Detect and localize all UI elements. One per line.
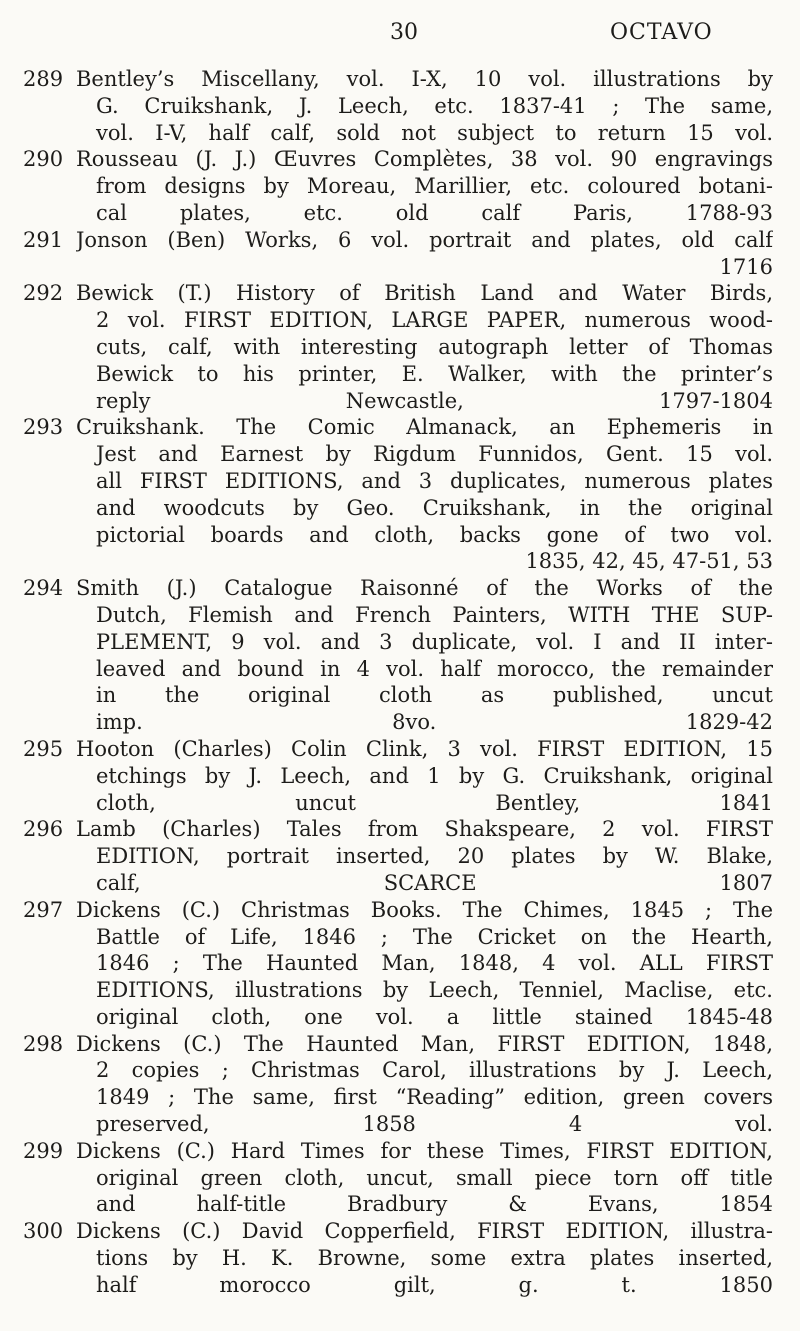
entry-line: 1846 ; The Haunted Man, 1848, 4 vol. ALL FIRST: [96, 951, 773, 976]
entry-line: calf, SCARCE 1807: [96, 870, 773, 895]
entry-line: G. Cruikshank, J. Leech, etc. 1837-41 ; The same,: [96, 93, 773, 118]
lot-number: 289: [23, 67, 64, 91]
entry-line: 1716: [719, 254, 773, 279]
entry-line: in the original cloth as published, uncut: [96, 683, 773, 708]
entry-line: Bentley’s Miscellany, vol. I-X, 10 vol. illustrations by: [76, 67, 773, 91]
lot-number: 291: [23, 227, 64, 252]
lot-number: 294: [23, 576, 64, 601]
catalogue-entries: [0, 66, 800, 1299]
entry-line: Battle of Life, 1846 ; The Cricket on the Hearth,: [96, 924, 773, 949]
entry-line: Bewick to his printer, E. Walker, with the printer’s: [96, 361, 773, 386]
catalogue-entry: [0, 1138, 800, 1218]
catalogue-entry: [0, 736, 800, 816]
catalogue-entry: [0, 1218, 800, 1298]
catalogue-entry: [0, 280, 800, 414]
entry-line: Dutch, Flemish and French Painters, WITH THE SUP-: [96, 602, 773, 627]
entry-line: EDITIONS, illustrations by Leech, Tenniel, Maclise, etc.: [96, 978, 773, 1003]
entry-line: imp. 8vo. 1829-42: [96, 710, 773, 735]
lot-number: 290: [23, 147, 64, 172]
entry-line: Cruikshank. The Comic Almanack, an Ephemeris in: [76, 415, 773, 440]
entry-line: and half-title Bradbury & Evans, 1854: [96, 1192, 773, 1217]
entry-line: PLEMENT, 9 vol. and 3 duplicate, vol. I and II inter-: [96, 629, 773, 654]
entry-line: 2 vol. FIRST EDITION, LARGE PAPER, numerous wood-: [96, 308, 773, 333]
catalogue-entry: [0, 575, 800, 736]
catalogue-entry: [0, 897, 800, 1031]
lot-number: 298: [23, 1031, 64, 1056]
entry-line: Jest and Earnest by Rigdum Funnidos, Gent. 15 vol.: [96, 442, 773, 467]
entry-line: reply Newcastle, 1797-1804: [96, 388, 773, 413]
lot-number: 295: [23, 736, 64, 761]
entry-line: 1835, 42, 45, 47-51, 53: [525, 549, 773, 574]
entry-line: EDITION, portrait inserted, 20 plates by W. Blake,: [96, 844, 773, 869]
entry-line: 1849 ; The same, first “Reading” edition, green covers: [96, 1085, 773, 1110]
entry-line: leaved and bound in 4 vol. half morocco, the remainder: [96, 656, 773, 681]
entry-line: cloth, uncut Bentley, 1841: [96, 790, 773, 815]
entry-line: Dickens (C.) Christmas Books. The Chimes, 1845 ; The: [76, 897, 773, 922]
entry-line: original green cloth, uncut, small piece torn off title: [96, 1165, 773, 1190]
entry-line: Jonson (Ben) Works, 6 vol. portrait and plates, old calf: [76, 227, 773, 252]
page-number: 30: [390, 20, 418, 45]
lot-number: 296: [23, 817, 64, 842]
lot-number: 300: [23, 1219, 64, 1244]
entry-line: Dickens (C.) The Haunted Man, FIRST EDITION, 1848,: [76, 1031, 773, 1056]
entry-line: vol. I-V, half calf, sold not subject to return 15 vol.: [96, 120, 773, 145]
entry-line: Bewick (T.) History of British Land and Water Birds,: [76, 281, 773, 306]
entry-line: from designs by Moreau, Marillier, etc. coloured botani-: [96, 174, 773, 199]
entry-line: Hooton (Charles) Colin Clink, 3 vol. FIRST EDITION, 15: [76, 736, 773, 761]
entry-line: Rousseau (J. J.) Œuvres Complètes, 38 vol. 90 engravings: [76, 147, 773, 172]
entry-line: Dickens (C.) David Copperfield, FIRST EDITION, illustra-: [76, 1219, 773, 1244]
lot-number: 299: [23, 1138, 64, 1163]
catalogue-entry: [0, 146, 800, 226]
entry-line: Dickens (C.) Hard Times for these Times, FIRST EDITION,: [76, 1138, 773, 1163]
entry-line: cuts, calf, with interesting autograph letter of Thomas: [96, 334, 773, 359]
entry-line: preserved, 1858 4 vol.: [96, 1112, 773, 1137]
entry-line: Lamb (Charles) Tales from Shakspeare, 2 vol. FIRST: [76, 817, 773, 842]
lot-number: 293: [23, 415, 64, 440]
catalogue-entry: [0, 414, 800, 575]
catalogue-entry: [0, 66, 800, 146]
catalogue-entry: [0, 1031, 800, 1138]
entry-line: all FIRST EDITIONS, and 3 duplicates, numerous plates: [96, 468, 773, 493]
entry-line: 2 copies ; Christmas Carol, illustrations by J. Leech,: [96, 1058, 773, 1083]
catalogue-entry: [0, 227, 800, 281]
entry-line: and woodcuts by Geo. Cruikshank, in the original: [96, 495, 773, 520]
lot-number: 292: [23, 281, 64, 306]
entry-line: original cloth, one vol. a little stained 1845-48: [96, 1004, 773, 1029]
catalogue-entry: [0, 816, 800, 896]
lot-number: 297: [23, 897, 64, 922]
page-header: [0, 20, 800, 56]
entry-line: half morocco gilt, g. t. 1850: [96, 1272, 773, 1297]
entry-line: etchings by J. Leech, and 1 by G. Cruikshank, original: [96, 763, 773, 788]
section-title: OCTAVO: [610, 20, 713, 45]
entry-line: tions by H. K. Browne, some extra plates inserted,: [96, 1246, 773, 1271]
entry-line: cal plates, etc. old calf Paris, 1788-93: [96, 200, 773, 225]
entry-line: Smith (J.) Catalogue Raisonné of the Works of the: [76, 576, 773, 601]
entry-line: pictorial boards and cloth, backs gone of two vol.: [96, 522, 773, 547]
